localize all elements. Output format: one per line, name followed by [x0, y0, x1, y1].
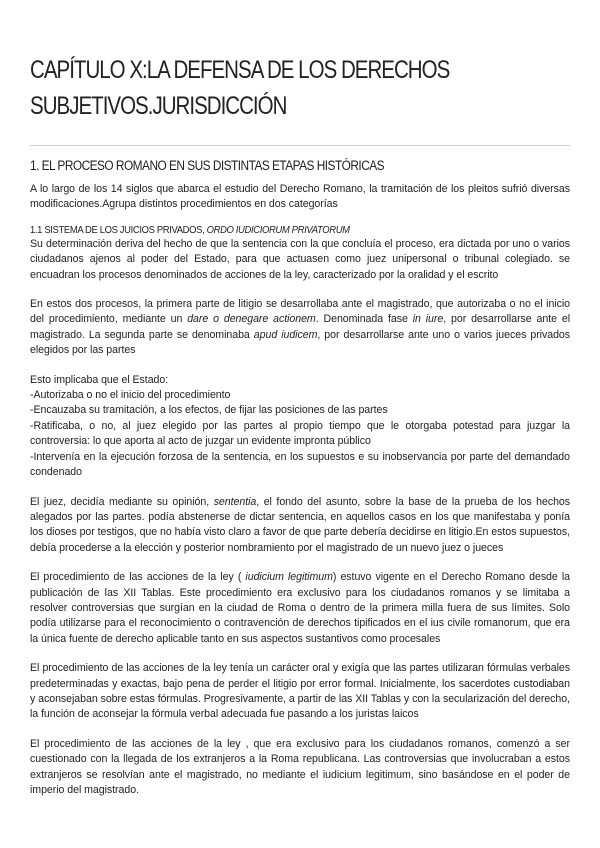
- p2-italic-f: apud iudicem: [253, 328, 318, 341]
- subsection-heading-italic: ORDO IUDICIORUM PRIVATORUM: [206, 223, 350, 236]
- paragraph-7: El procedimiento de las acciones de la ley , que era exclusivo para los ciudadanos romanos, comenzó a ser cuestionado con la llegada de los extranjeros a la Roma republicana. Las controversias que involucraban a estos extranjeros se resolvían ante el magistrado, no mediante el iudicium legitimum, sino basándose en el poder de imperio del magistrado.: [30, 737, 570, 796]
- section-intro: A lo largo de los 14 siglos que abarca el estudio del Derecho Romano, la tramitación de los pleitos sufrió diversas modificaciones.Agrupa distintos procedimientos en dos categorías: [30, 183, 570, 211]
- p2-text-g: , por desarrollarse ante uno o varios jueces privados elegidos por las partes: [30, 328, 570, 357]
- p2-italic-d: in iure: [412, 313, 444, 326]
- list-item: -Autorizaba o no el inicio del procedimiento: [30, 389, 231, 402]
- list-item: -Encauzaba su tramitación, a los efectos, de fijar las posiciones de las partes: [30, 404, 388, 417]
- p2-text-e: , por desarrollarse ante el magistrado. La segunda parte se denominaba: [30, 313, 571, 341]
- p5-text-c: ) estuvo vigente en el Derecho Romano desde la publicación de las XII Tablas. Este procedimiento era exclusivo para los ciudadanos romanos y se limitaba a resolver controversias que surgían en la ciudad de Roma o dentro de la primera milla fuera de sus límites. Solo podía utilizarse para el reconocimiento o contravención de derechos tipificados en el ius civile romanorum, que era la única fuente de derecho aplicable tanto en sus aspectos sustantivos como procesales: [30, 571, 571, 645]
- subsection-heading-plain: 1.1 SISTEMA DE LOS JUICIOS PRIVADOS,: [30, 223, 207, 236]
- chapter-title-line-1: CAPÍTULO X:LA DEFENSA DE LOS DERECHOS: [30, 56, 450, 84]
- p2-text-c: . Denominada fase: [315, 313, 413, 326]
- paragraph-3-lead: Esto implicaba que el Estado:: [30, 373, 169, 386]
- subsection-heading: [30, 223, 570, 237]
- paragraph-6: El procedimiento de las acciones de la ley tenía un carácter oral y exigía que las partes utilizaran fórmulas verbales predeterminadas y exactas, bajo pena de perder el litigio por error formal. Inicialmente, los sacerdotes custodiaban y aconsejaban sobre estas fórmulas. Progresivamente, a partir de las XII Tablas y con la secularización del derecho, la función de aconsejar la fórmula verbal adecuada fue pasando a los juristas laicos: [30, 662, 570, 721]
- p4-text-c: , el fondo del asunto, sobre la base de la prueba de los hechos alegados por las partes. podía abstenerse de dictar sentencia, en aquellos casos en los que manifestaba y ponía los dioses por testigos, que no había visto claro a favor de que parte debería decidirse en litigio.En estos supuestos, debía procederse a la elección y posterior nombramiento por el magistrado de un nuevo juez o jueces: [30, 495, 570, 554]
- p4-italic-b: sententia: [213, 495, 257, 508]
- p2-italic-b: dare o denegare actionem: [187, 313, 316, 326]
- paragraph-4: [30, 495, 570, 557]
- list-item: -Ratificaba, o no, al juez elegido por las partes al propio tiempo que le otorgaba potestad para juzgar la controversia: lo que aporta al acto de juzgar un evidente impronta público: [30, 419, 570, 448]
- paragraph-1: Su determinación deriva del hecho de que la sentencia con la que concluía el proceso, era dictada por uno o varios ciudadanos ajenos al poder del Estado, para que actuasen como juez unipersonal o tribunal colegiado. se encuadran los procesos denominados de acciones de la ley, caracterizado por la oralidad y el escrito: [30, 237, 570, 281]
- p5-italic-b: iudicium legitimum: [245, 571, 333, 584]
- p2-text-a: En estos dos procesos, la primera parte de litigio se desarrollaba ante el magistrado, que autorizaba o no el inicio del procedimiento, mediante un: [30, 298, 570, 326]
- p4-text-a: El juez, decidía mediante su opinión,: [30, 495, 214, 508]
- paragraph-2: [30, 297, 570, 359]
- p5-text-a: El procedimiento de las acciones de la ley (: [30, 571, 246, 584]
- section-heading: 1. EL PROCESO ROMANO EN SUS DISTINTAS ETAPAS HISTÓRICAS: [30, 158, 385, 173]
- chapter-title: [30, 52, 571, 124]
- paragraph-5: [30, 570, 570, 647]
- document-body: [30, 156, 570, 798]
- chapter-title-line-2: SUBJETIVOS.JURISDICCIÓN: [30, 92, 287, 120]
- title-divider: [30, 145, 570, 146]
- list-item: -Intervenía en la ejecución forzosa de la sentencia, en los supuestos e su inobservancia por parte del demandado condenado: [30, 450, 570, 479]
